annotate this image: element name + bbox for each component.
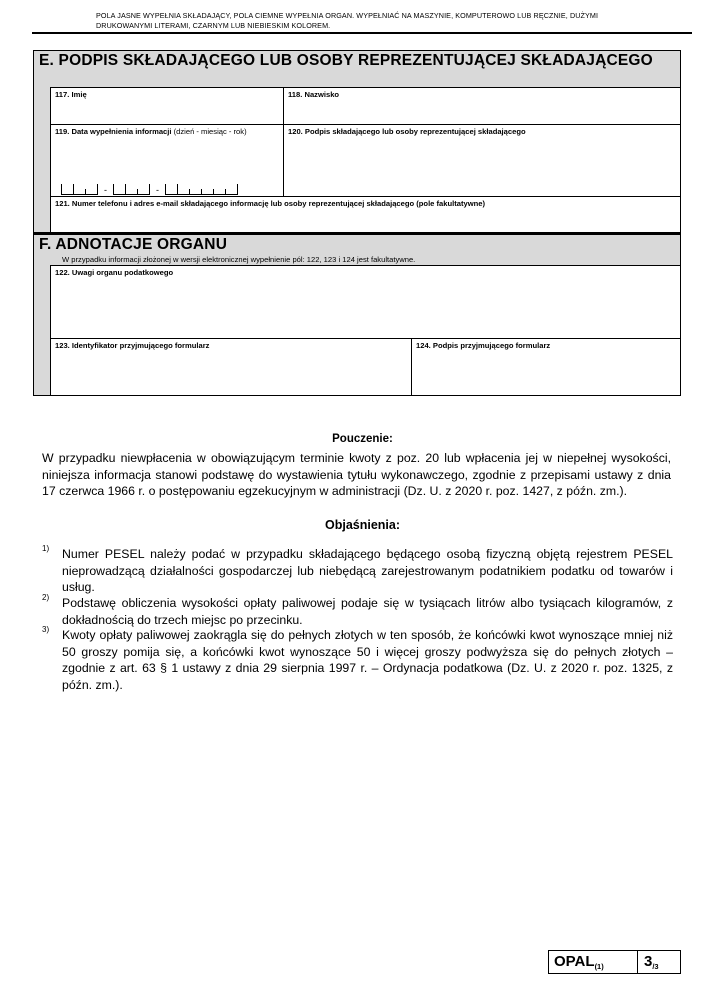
page-current: 3 — [644, 953, 653, 970]
objasnienia-title: Objaśnienia: — [324, 518, 401, 532]
field-118-label: 118. Nazwisko — [288, 90, 340, 99]
field-119-fill-date[interactable] — [50, 124, 284, 197]
page-number — [638, 951, 659, 973]
form-code-variant: (1) — [594, 962, 604, 971]
header-note-line2: DRUKOWANYMI LITERAMI, CZARNYM LUB NIEBIESKIM KOLOREM. — [96, 21, 331, 30]
note-2 — [42, 593, 673, 628]
field-119-hint: (dzień - miesiąc - rok) — [173, 127, 247, 136]
field-123-label: 123. Identyfikator przyjmującego formularz — [55, 341, 210, 350]
field-120-label: 120. Podpis składającego lub osoby reprezentującej składającego — [288, 127, 526, 136]
note-2-text: Podstawę obliczenia wysokości opłaty paliwowej podaje się w tysiącach litrów albo tysiącach kilogramów, z dokładnością do trzech miejsc po przecinku. — [62, 596, 673, 627]
date-separator: - — [104, 185, 107, 195]
note-2-number: 2) — [42, 593, 50, 602]
note-1-number: 1) — [42, 544, 50, 553]
field-117-first-name[interactable] — [50, 87, 284, 125]
section-f — [33, 233, 681, 396]
field-121-label: 121. Numer telefonu i adres e-mail składającego informację lub osoby reprezentującej składającego (pole fakultatywne) — [55, 199, 486, 208]
field-122-label: 122. Uwagi organu podatkowego — [55, 268, 174, 277]
field-120-signature[interactable] — [283, 124, 681, 197]
field-117-label: 117. Imię — [55, 90, 87, 99]
date-separator: - — [156, 185, 159, 195]
field-121-contact[interactable] — [50, 196, 681, 233]
month-boxes[interactable] — [113, 184, 150, 195]
header-instructions — [96, 11, 656, 31]
pouczenie-title: Pouczenie: — [332, 433, 393, 445]
section-e — [33, 50, 681, 233]
note-1-text: Numer PESEL należy podać w przypadku składającego będącego osobą fizyczną objętą rejestrem PESEL nieprowadzącą działalności gospodarczej lub niebędącą zarejestrowanym podatnikiem podatku od towarów i usług. — [62, 547, 673, 594]
field-124-receiver-signature — [411, 338, 681, 396]
page-total: /3 — [652, 962, 659, 971]
year-boxes[interactable] — [165, 184, 238, 195]
header-rule — [32, 32, 692, 34]
note-1 — [42, 544, 673, 596]
note-3-number: 3) — [42, 625, 50, 634]
form-code — [549, 951, 638, 973]
note-3 — [42, 625, 673, 693]
note-3-text: Kwoty opłaty paliwowej zaokrągla się do pełnych złotych w ten sposób, że końcówki kwot wynoszące mniej niż 50 groszy pomija się, a końcówki kwot wynoszące 50 i więcej groszy podwyższa się do pełnych złotych – zgodnie z art. 63 § 1 ustawy z dnia 29 sierpnia 1997 r. – Ordynacja podatkowa (Dz. U. z 2020 r. poz. 1325, z późn. zm.). — [62, 628, 673, 692]
header-note-line1: POLA JASNE WYPEŁNIA SKŁADAJĄCY, POLA CIEMNE WYPEŁNIA ORGAN. WYPEŁNIAĆ NA MASZYNIE, KOMPUTEROWO LUB RĘCZNIE, DUŻYMI — [96, 11, 599, 20]
section-f-note: W przypadku informacji złożonej w wersji elektronicznej wypełnienie pól: 122, 123 i 124 jest fakultatywne. — [62, 255, 416, 264]
section-f-title: F. ADNOTACJE ORGANU — [39, 236, 228, 253]
form-code-name: OPAL — [554, 953, 595, 970]
field-122-remarks — [50, 265, 681, 339]
field-118-last-name[interactable] — [283, 87, 681, 125]
field-119-label: 119. Data wypełnienia informacji — [55, 127, 172, 136]
section-e-title: E. PODPIS SKŁADAJĄCEGO LUB OSOBY REPREZENTUJĄCEJ SKŁADAJĄCEGO — [39, 52, 653, 69]
field-124-label: 124. Podpis przyjmującego formularz — [416, 341, 551, 350]
day-boxes[interactable] — [61, 184, 98, 195]
pouczenie-text: W przypadku niewpłacenia w obowiązującym terminie kwoty z poz. 20 lub wpłacenia jej w niepełnej wysokości, niniejsza informacja stanowi podstawę do wystawienia tytułu wykonawczego, zgodnie z przepisami ustawy z dnia 17 czerwca 1966 r. o postępowaniu egzekucyjnym w administracji (Dz. U. z 2020 r. poz. 1427, z późn. zm.). — [42, 451, 671, 498]
date-input-boxes[interactable] — [61, 181, 238, 195]
footer-form-id — [548, 950, 681, 974]
field-123-receiver-id — [50, 338, 412, 396]
